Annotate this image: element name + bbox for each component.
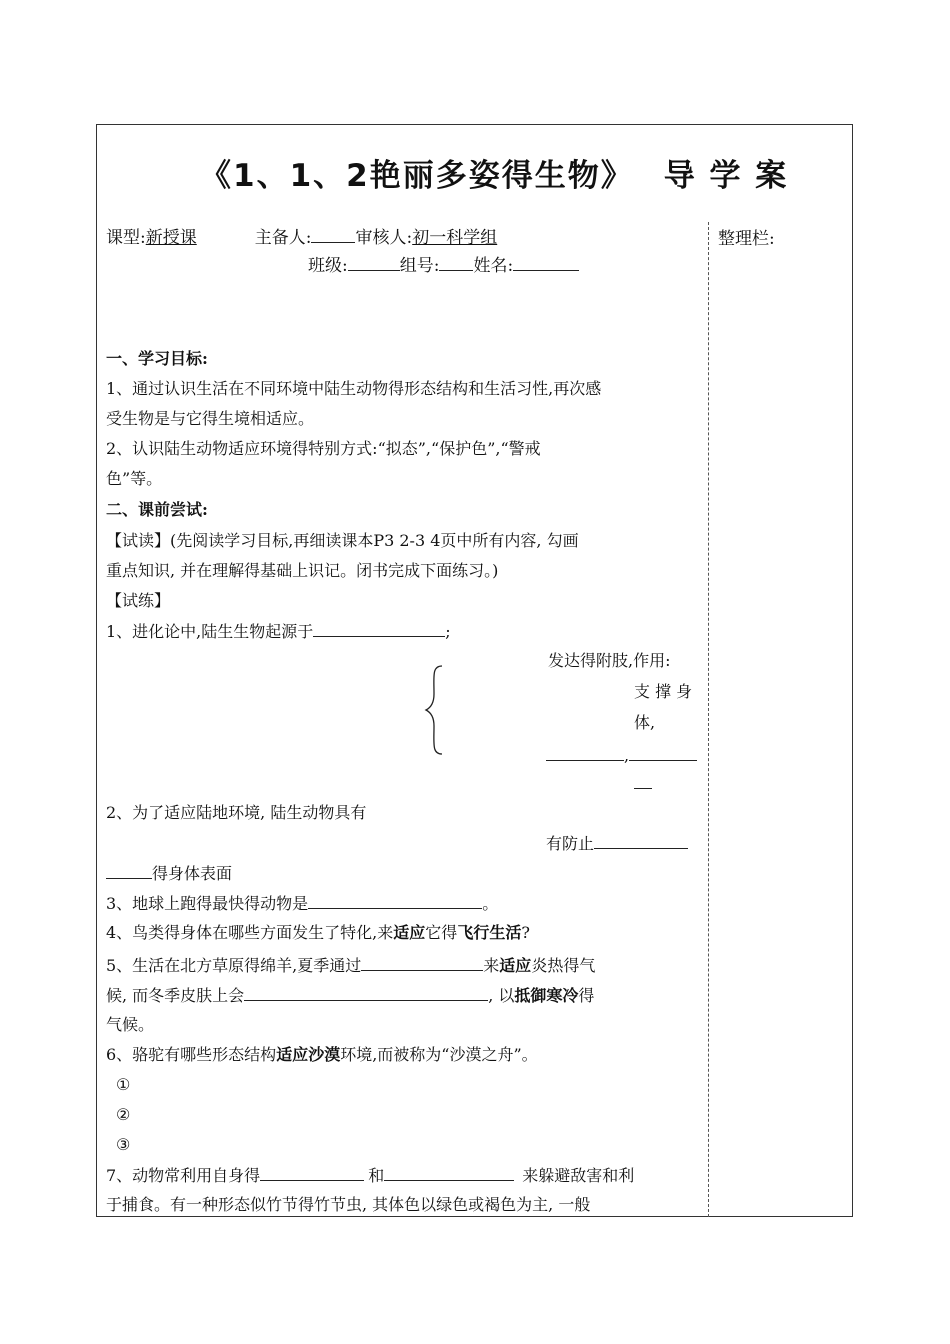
preparer-blank[interactable] bbox=[311, 226, 355, 243]
q2-prevent: 有防止 bbox=[546, 832, 688, 855]
read-line-b: 重点知识, 并在理解得基础上识记。闭书完成下面练习。) bbox=[106, 561, 499, 580]
q2-support-text-a: 支 撑 身 bbox=[634, 682, 693, 701]
group-blank[interactable] bbox=[439, 254, 473, 271]
q2-blanks-row: , bbox=[546, 744, 697, 767]
q2-support-text-b: 体, bbox=[634, 713, 656, 732]
question-5-line-a: 5、生活在北方草原得绵羊,夏季通过 来适应炎热得气 bbox=[106, 956, 596, 975]
q6-item-2: ② bbox=[116, 1105, 131, 1124]
class-blank[interactable] bbox=[348, 254, 400, 271]
reviewer-value: 初一科学组 bbox=[412, 228, 498, 248]
question-7-line-b: 于捕食。有一种形态似竹节得竹节虫, 其体色以绿色或褐色为主, 一般 bbox=[106, 1195, 591, 1214]
header-row-2: 班级: 组号: 姓名: bbox=[308, 254, 579, 277]
q6-item-1: ① bbox=[116, 1075, 131, 1094]
course-type-value: 新授课 bbox=[145, 228, 197, 248]
column-divider bbox=[708, 222, 709, 1217]
section1-heading: 一、学习目标: bbox=[106, 349, 208, 368]
q2-blank-2[interactable] bbox=[629, 744, 697, 761]
brace-symbol bbox=[424, 664, 446, 756]
q3-blank[interactable] bbox=[308, 892, 482, 909]
q7-blank-1[interactable] bbox=[260, 1164, 364, 1181]
read-line-a: 【试读】(先阅读学习目标,再细读课本P3 2-3 4页中所有内容, 勾画 bbox=[106, 531, 579, 550]
q2-blank-1[interactable] bbox=[546, 744, 624, 761]
q2-blank-5[interactable] bbox=[106, 862, 152, 879]
q2-surface: 得身体表面 bbox=[106, 862, 232, 885]
question-3: 3、地球上跑得最快得动物是 。 bbox=[106, 894, 499, 913]
question-6: 6、骆驼有哪些形态结构适应沙漠环境,而被称为“沙漠之舟”。 bbox=[106, 1045, 538, 1064]
q1-blank[interactable] bbox=[313, 620, 445, 637]
section2-heading: 二、课前尝试: bbox=[106, 500, 208, 519]
goal2-line-a: 2、认识陆生动物适应环境得特别方式:“拟态”,“保护色”,“警戒 bbox=[106, 439, 541, 458]
question-7-line-a: 7、动物常利用自身得 和 来躲避敌害和利 bbox=[106, 1166, 635, 1185]
goal1-line-a: 1、通过认识生活在不同环境中陆生动物得形态结构和生活习性,再次感 bbox=[106, 379, 602, 398]
goal2-line-b: 色”等。 bbox=[106, 469, 163, 488]
q2-blank-tail bbox=[634, 772, 652, 795]
question-1: 1、进化论中,陆生生物起源于 ; bbox=[106, 622, 451, 641]
q2-blank-4[interactable] bbox=[594, 832, 688, 849]
q2-limb-text: 发达得附肢,作用: bbox=[548, 651, 671, 670]
notes-column-label: 整理栏: bbox=[718, 229, 775, 249]
q2-blank-3[interactable] bbox=[634, 772, 652, 789]
question-4: 4、鸟类得身体在哪些方面发生了特化,来适应它得飞行生活? bbox=[106, 923, 530, 942]
goal1-line-b: 受生物是与它得生境相适应。 bbox=[106, 409, 315, 428]
question-5-line-b: 候, 而冬季皮肤上会 , 以抵御寒冷得 bbox=[106, 986, 595, 1005]
question-2: 2、为了适应陆地环境, 陆生动物具有 bbox=[106, 803, 367, 822]
practice-label: 【试练】 bbox=[106, 591, 171, 610]
q6-item-3: ③ bbox=[116, 1135, 131, 1154]
header-row-1: 课型:新授课 主备人: 审核人:初一科学组 bbox=[106, 228, 498, 248]
question-5-line-c: 气候。 bbox=[106, 1015, 155, 1034]
q5-blank-1[interactable] bbox=[361, 954, 483, 971]
name-blank[interactable] bbox=[513, 254, 579, 271]
q5-blank-2[interactable] bbox=[244, 984, 488, 1001]
page-title: 《1、1、2艳丽多姿得生物》 导 学 案 bbox=[200, 158, 789, 194]
q7-blank-2[interactable] bbox=[384, 1164, 514, 1181]
